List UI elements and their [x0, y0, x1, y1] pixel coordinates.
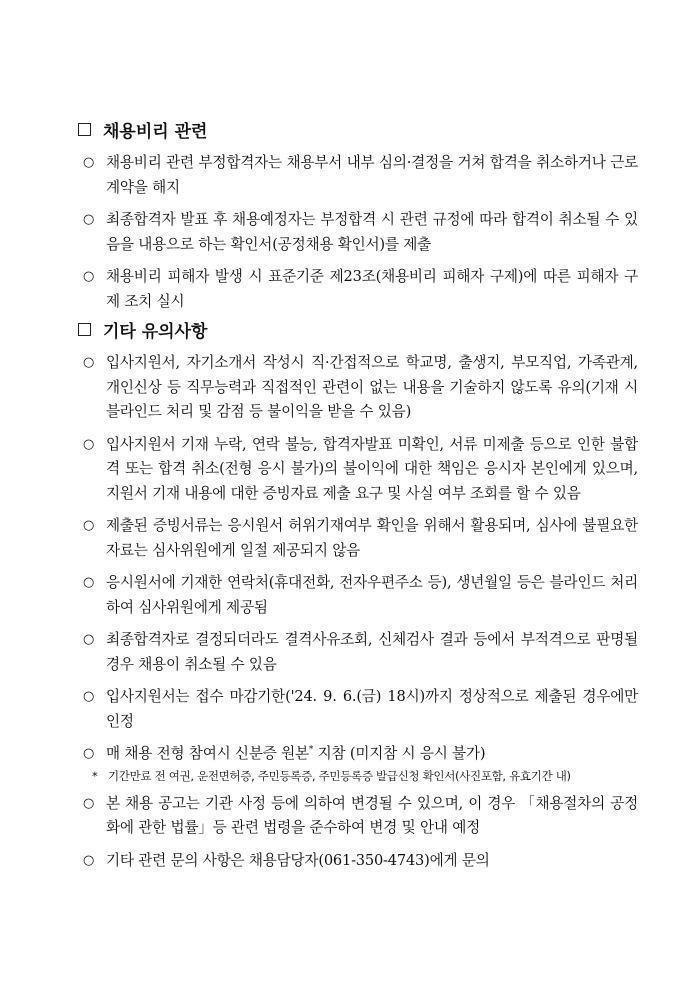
footnote-star: * [92, 768, 98, 783]
circle-bullet-icon: ○ [83, 575, 95, 590]
section-title-text: 채용비리 관련 [103, 121, 208, 142]
list-item [78, 208, 638, 257]
circle-bullet-icon: ○ [83, 436, 95, 452]
list-item-text: 최종합격자 발표 후 채용예정자는 부정합격 시 관련 규정에 따라 합격이 취소될 수 있음을 내용으로 하는 확인서(공정채용 확인서)를 제출 [106, 211, 638, 253]
checkbox-square-icon [78, 323, 91, 336]
circle-bullet-icon: ○ [83, 746, 95, 761]
checkbox-square-icon [78, 123, 91, 136]
section-title [78, 316, 638, 342]
list-item [78, 628, 638, 677]
circle-bullet-icon: ○ [83, 689, 95, 704]
circle-bullet-icon: ○ [83, 269, 95, 284]
circle-bullet-icon: ○ [83, 518, 95, 533]
circle-bullet-icon: ○ [83, 852, 95, 868]
list-item [78, 792, 638, 841]
list-item-text: 본 채용 공고는 기관 사정 등에 의하여 변경될 수 있으며, 이 경우 「채용절차의 공정화에 관한 법률」등 관련 법령을 준수하여 변경 및 안내 예정 [106, 794, 638, 836]
list-item-text: 최종합격자로 결정되더라도 결격사유조회, 신체검사 결과 등에서 부적격으로 판명될 경우 채용이 취소될 수 있음 [106, 631, 638, 673]
list-item-text: 입사지원서, 자기소개서 작성시 직·간접적으로 학교명, 출생지, 부모직업, 가족관계, 개인신상 등 직무능력과 직접적인 관련이 없는 내용을 기술하지 않도록 유의(기재 시 블라인드 처리 및 감점 등 불이익을 받을 수 있음) [106, 354, 638, 420]
list-item-text: 입사지원서 기재 누락, 연락 불능, 합격자발표 미확인, 서류 미제출 등으로 인한 불합격 또는 합격 취소(전형 응시 불가)의 불이익에 대한 책임은 응시자 본인에게 있으며, 지원서 기재 내용에 대한 증빙자료 제출 요구 및 사실 여부 조회를 할 수 있음 [106, 435, 638, 502]
list-item-id-requirement [78, 742, 638, 767]
list-item [78, 265, 638, 314]
list-item [78, 685, 638, 734]
list-item-text: 채용비리 관련 부정합격자는 채용부서 내부 심의·결정을 거쳐 합격을 취소하거나 근로계약을 해지 [106, 154, 638, 196]
list-item [78, 351, 638, 425]
list-item [78, 571, 638, 620]
list-item [78, 151, 638, 200]
list-item [78, 514, 638, 563]
footnote-marker: * [308, 745, 314, 756]
circle-bullet-icon: ○ [83, 795, 95, 811]
section-title [78, 116, 638, 142]
section-other-notes [78, 316, 638, 873]
section-title-text: 기타 유의사항 [103, 321, 208, 342]
section-recruitment-corruption [78, 116, 638, 314]
list-item-contact [78, 849, 638, 874]
footnote [78, 767, 638, 786]
list-item-text: 제출된 증빙서류는 응시원서 허위기재여부 확인을 위해서 활용되며, 심사에 불필요한 자료는 심사위원에게 일절 제공되지 않음 [106, 517, 638, 559]
list-item-text: 기타 관련 문의 사항은 채용담당자(061-350-4743)에게 문의 [106, 851, 490, 869]
list-item-text: 채용비리 피해자 발생 시 표준기준 제23조(채용비리 피해자 구제)에 따른 피해자 구제 조치 실시 [106, 268, 638, 310]
list-item-text: 응시원서에 기재한 연락처(휴대전화, 전자우편주소 등), 생년월일 등은 블라인드 처리하여 심사위원에게 제공됨 [106, 574, 638, 616]
circle-bullet-icon: ○ [83, 632, 95, 647]
circle-bullet-icon: ○ [83, 155, 95, 170]
footnote-text: 기간만료 전 여권, 운전면허증, 주민등록증, 주민등록증 발급신청 확인서(사진포함, 유효기간 내) [108, 768, 571, 783]
list-item-text: 매 채용 전형 참여시 신분증 원본 [106, 745, 309, 762]
circle-bullet-icon: ○ [83, 212, 95, 227]
list-item-text-continued: 지참 (미지참 시 응시 불가) [313, 745, 486, 762]
list-item-text: 입사지원서는 접수 마감기한('24. 9. 6.(금) 18시)까지 정상적으로 제출된 경우에만 인정 [106, 688, 638, 730]
circle-bullet-icon: ○ [83, 355, 95, 370]
list-item [78, 433, 638, 507]
